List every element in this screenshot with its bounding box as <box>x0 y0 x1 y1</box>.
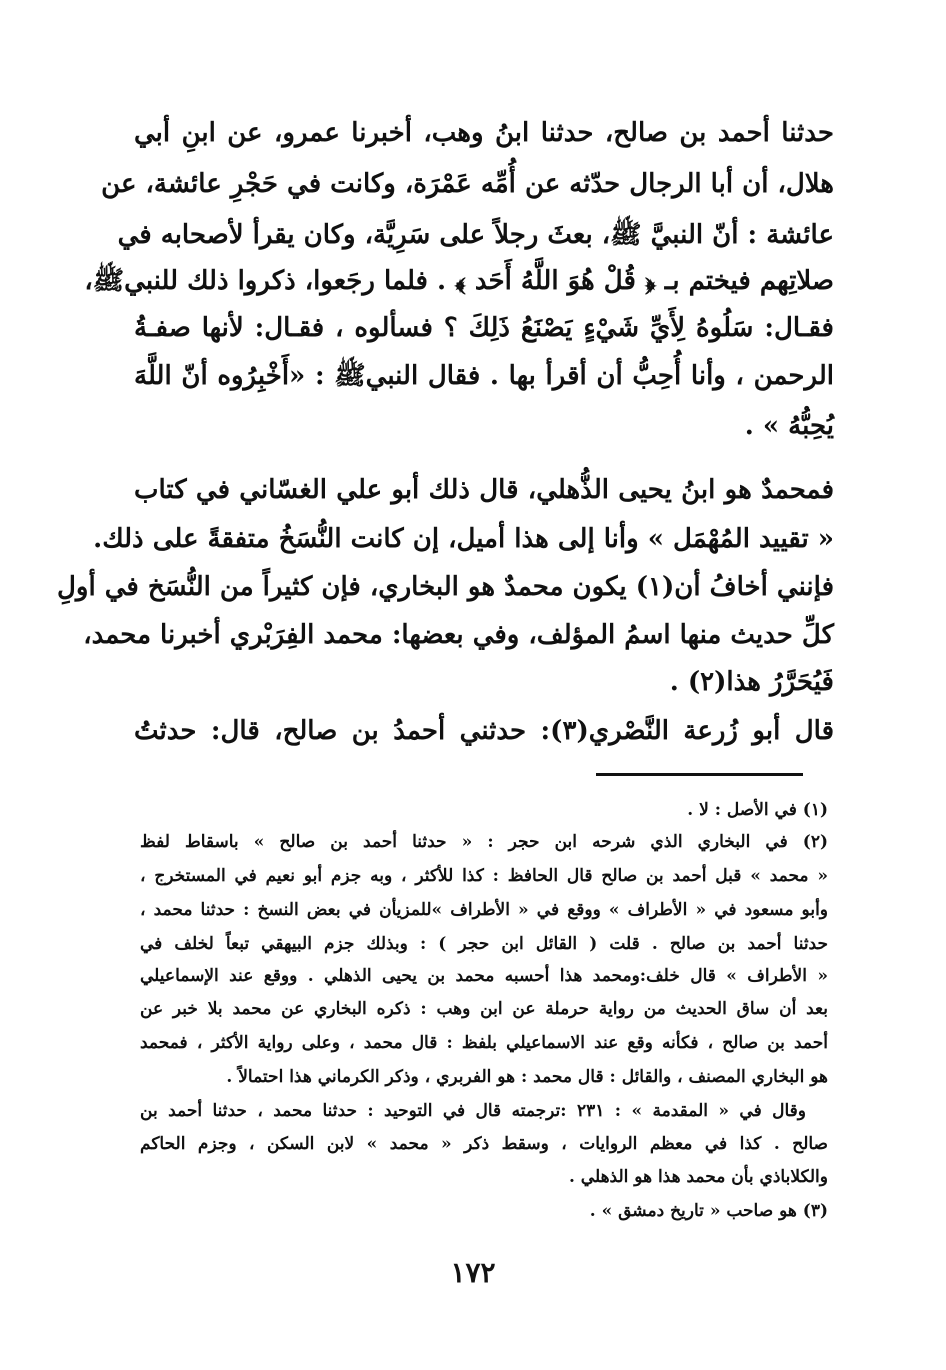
body-line: هلال، أن أبا الرجال حدّثه عن أُمِّه عَمْرَة، وكانت في حَجْرِ عائشة، عن <box>101 169 834 199</box>
body-line: يُحِبُّهُ » . <box>744 411 834 441</box>
footnote-line: « الأطراف » قال خلف:ومحمد هذا أحسبه محمد بن يحيى الذهلي . ووقع عند الإسماعيلي <box>140 966 828 986</box>
footnote-line: وقال في « المقدمة » : ٢٣١ :ترجمته قال في التوحيد : حدثنا محمد ، حدثنا أحمد بن <box>140 1101 806 1121</box>
footnote-line: صالح . كذا في معظم الروايات ، وسقط ذكر « محمد » لابن السكن ، وجزم الحاكم <box>140 1134 828 1154</box>
footnote-line: « محمد » قبل أحمد بن صالح قال الحافظ : كذا للأكثر ، وبه جزم أبو نعيم في المستخرج ، <box>140 866 828 886</box>
page-number: ١٧٢ <box>450 1256 496 1289</box>
footnote-line: حدثنا أحمد بن صالح . قلت ( القائل ابن حجر ) : وبذلك جزم البيهقي تبعاً لخلف في <box>140 934 828 954</box>
body-line: كلِّ حديث منها اسمُ المؤلف، وفي بعضها: محمد الفِرَبْري أخبرنا محمد، <box>83 620 834 650</box>
body-line: فإنني أخافُ أن(١) يكون محمدٌ هو البخاري، فإن كثيراً من النُّسَخ في أولِ <box>57 572 834 602</box>
body-line: عائشة : أنّ النبيَّ ﷺ، بعثَ رجلاً على سَرِيَّة، وكان يقرأ لأصحابه في <box>117 220 834 250</box>
footnote-separator <box>596 773 803 776</box>
footnote-line: هو البخاري المصنف ، والقائل : قال محمد : هو الفربري ، وذكر الكرماني هذا احتمالاً . <box>226 1067 828 1087</box>
body-line: « تقييد المُهْمَل » وأنا إلى هذا أميل، إن كانت النُّسَخُ متفقةً على ذلك. <box>93 524 834 554</box>
footnote-line: بعد أن ساق الحديث من رواية حرملة عن ابن وهب : ذكره البخاري عن محمد بلا خبر عن <box>140 999 828 1019</box>
footnote-line: وأبو مسعود في « الأطراف » ووقع في « الأطراف »للمزيأن في بعض النسخ : حدثنا محمد ، <box>140 900 828 920</box>
body-line: فمحمدٌ هو ابنُ يحيى الذُّهلي، قال ذلك أبو علي الغسّاني في كتاب <box>134 475 834 505</box>
footnote-line: (٣) هو صاحب « تاريخ دمشق » . <box>589 1201 828 1221</box>
footnote-line: والكلاباذي بأن محمد هذا هو الذهلي . <box>568 1167 828 1187</box>
footnote-line: أحمد بن صالح ، فكأنه وقع عند الاسماعيلي بلفظ : قال محمد ، وعلى رواية الأكثر ، فمحمد <box>140 1033 828 1053</box>
footnote-line: (١) في الأصل : لا . <box>687 800 828 820</box>
body-line: فقـال: سَلُوهُ لِأَيِّ شَيْءٍ يَصْنَعُ ذَلِكَ ؟ فسألوه ، فقـال: لأنها صفـةُ <box>134 313 834 343</box>
body-line: فَيُحَرَّرُ هذا(٢) . <box>669 667 834 697</box>
footnote-line: (٢) في البخاري الذي شرحه ابن حجر : « حدثنا أحمد بن صالح » باسقاط لفظ <box>140 832 828 852</box>
body-line: قال أبو زُرعة النَّصْري(٣): حدثني أحمدُ بن صالح، قال: حدثتُ <box>134 716 835 746</box>
body-line: حدثنا أحمد بن صالح، حدثنا ابنُ وهب، أخبرنا عمرو، عن ابنِ أبي <box>134 118 834 148</box>
body-line: الرحمن ، وأنا أُحِبُّ أن أقرأ بها . فقال النبيﷺ : «أَخْبِرُوه أنّ اللَّهَ <box>134 361 834 391</box>
body-line: صلاتِهم فيختم بـ ﴿ قُلْ هُوَ اللَّهُ أَحَد ﴾ . فلما رجَعوا، ذكروا ذلك للنبيﷺ، <box>84 266 834 296</box>
